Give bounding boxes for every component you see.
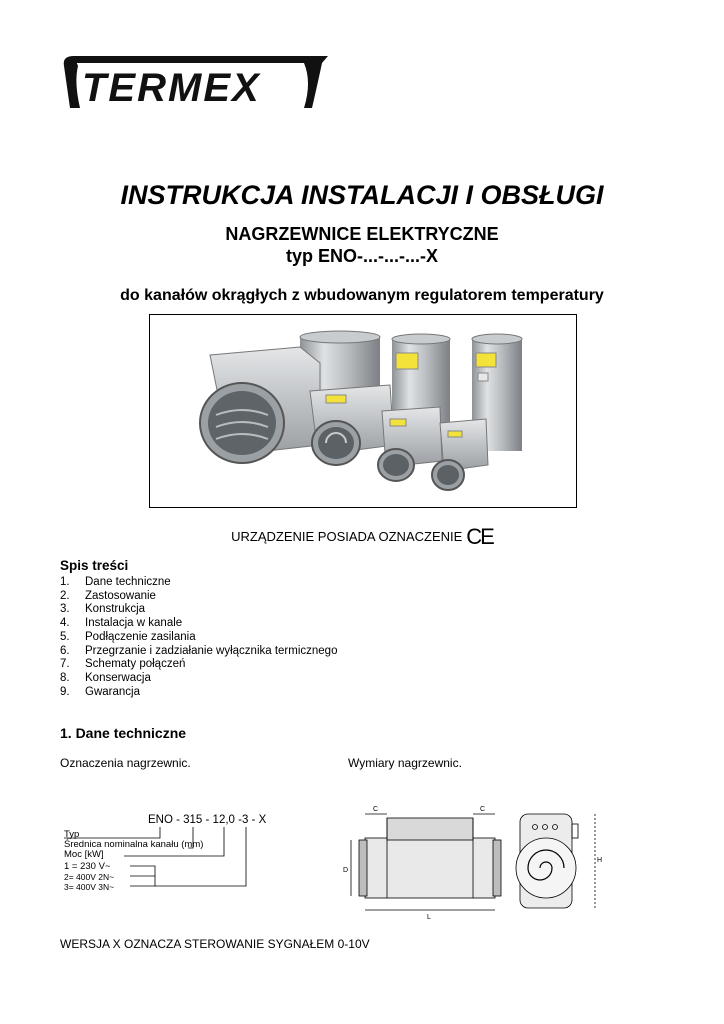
ce-statement	[0, 524, 724, 550]
code-typ-label: Typ	[64, 829, 80, 840]
dim-h: H	[597, 857, 603, 864]
subtitle-type: typ ENO-...-...-...-X	[286, 246, 438, 266]
code-diameter-label: Średnica nominalna kanału (mm)	[64, 839, 204, 850]
toc-item: 1. Dane techniczne	[60, 576, 171, 588]
dimensions-diagram	[345, 800, 610, 925]
toc-item: 2. Zastosowanie	[60, 589, 156, 602]
code-option-3: 3= 400V 3N~	[64, 882, 115, 892]
code-text: ENO - 315 - 12,0 -3 - X	[148, 814, 267, 826]
dim-c-right: C	[480, 806, 486, 813]
toc-item: 5. Podłączenie zasilania	[60, 630, 196, 643]
ce-mark-icon: CE	[466, 524, 493, 549]
section-title: 1. Dane techniczne	[60, 725, 187, 741]
toc-item: 7. Schematy połączeń	[60, 658, 186, 671]
code-option-1: 1 = 230 V~	[64, 861, 111, 872]
toc-item: 3. Konstrukcja	[60, 603, 146, 616]
toc-item: 4. Instalacja w kanale	[60, 617, 183, 630]
toc-item: 9. Gwarancja	[60, 685, 140, 698]
code-option-2: 2= 400V 2N~	[64, 872, 115, 882]
logo-text: TERMEX	[82, 66, 261, 110]
subtitle-description: do kanałów okrągłych z wbudowanym regulatorem temperatury	[120, 287, 604, 304]
page-title: INSTRUKCJA INSTALACJI I OBSŁUGI	[120, 180, 604, 210]
designations-label: Oznaczenia nagrzewnic.	[60, 756, 191, 770]
dim-d: D	[343, 867, 349, 874]
toc-list	[60, 576, 337, 699]
ce-statement-text: URZĄDZENIE POSIADA OZNACZENIE	[231, 529, 463, 544]
toc-item: 6. Przegrzanie i zadziałanie wyłącznika termicznego	[60, 644, 338, 657]
dimensions-label: Wymiary nagrzewnic.	[348, 756, 462, 770]
dim-l: L	[427, 914, 431, 921]
termex-logo	[60, 52, 328, 112]
subtitle-product: NAGRZEWNICE ELEKTRYCZNE	[225, 224, 499, 244]
heaters-illustration	[150, 315, 578, 509]
designation-code-diagram	[60, 810, 300, 910]
toc-item: 8. Konserwacja	[60, 671, 151, 684]
dim-c-left: C	[373, 806, 379, 813]
code-power-label: Moc [kW]	[64, 849, 104, 860]
toc-title: Spis treści	[60, 558, 129, 573]
footer-note: WERSJA X OZNACZA STEROWANIE SYGNAŁEM 0-10V	[60, 937, 370, 951]
product-photo	[149, 314, 577, 508]
